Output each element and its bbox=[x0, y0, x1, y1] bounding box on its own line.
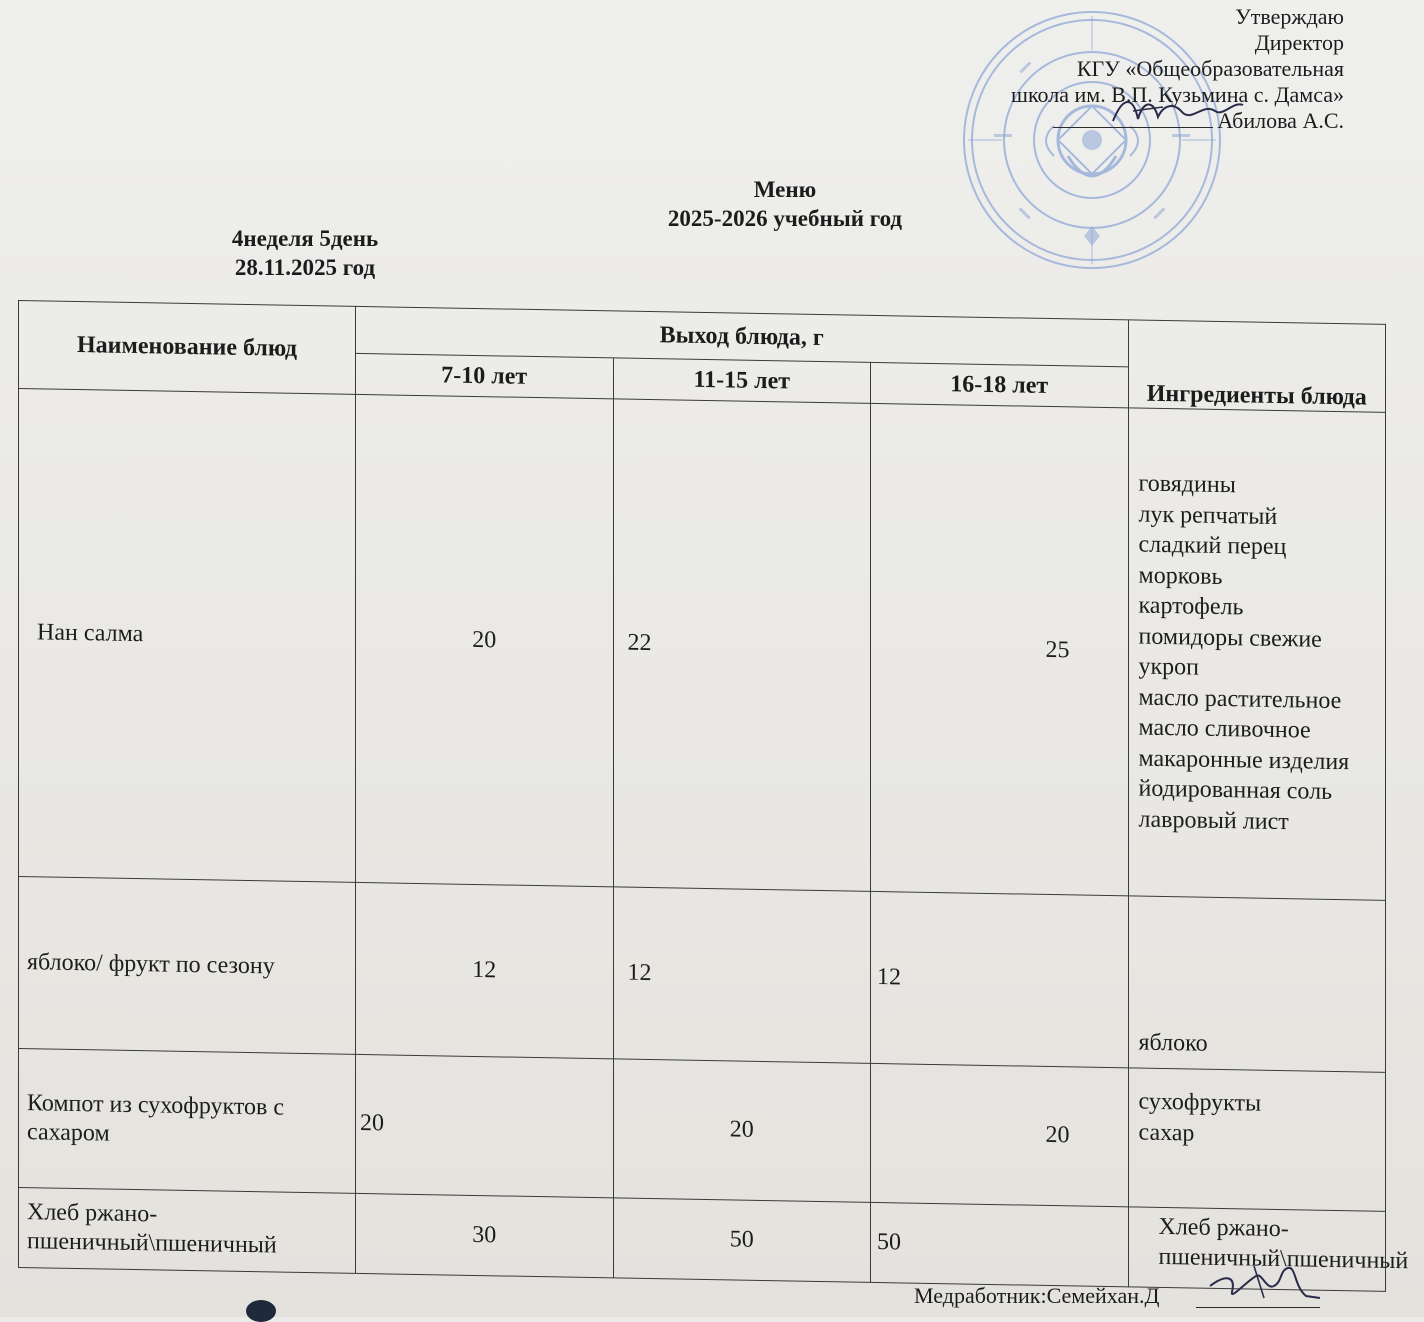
yield-16-18: 50 bbox=[871, 1202, 1129, 1287]
dish-name: Хлеб ржано-пшеничный\пшеничный bbox=[19, 1187, 356, 1273]
dish-name: Нан салма bbox=[19, 389, 356, 883]
ingredient-item: помидоры свежие bbox=[1138, 623, 1322, 653]
header-output: Выход блюда, г bbox=[356, 306, 1129, 366]
header-ingredients: Ингредиенты блюда bbox=[1128, 320, 1386, 412]
yield-7-10: 30 bbox=[356, 1193, 614, 1278]
table-row bbox=[19, 876, 1386, 1072]
school-year: 2025-2026 учебный год bbox=[667, 206, 903, 231]
ingredient-item: йодированная соль bbox=[1138, 775, 1333, 806]
yield-16-18: 20 bbox=[871, 1064, 1129, 1207]
yield-7-10: 20 bbox=[356, 1055, 614, 1198]
approval-organization-line1: КГУ «Общеобразовательная bbox=[1076, 56, 1344, 81]
header-age-16-18: 16-18 лет bbox=[871, 362, 1129, 407]
dish-name: яблоко/ фрукт по сезону bbox=[19, 876, 356, 1054]
ingredients-cell bbox=[1128, 1068, 1386, 1211]
director-name: Абилова А.С. bbox=[1217, 108, 1344, 133]
ingredient-item: Хлеб ржано-пшеничный\пшеничный bbox=[1158, 1213, 1409, 1275]
yield-11-15: 12 bbox=[613, 887, 871, 1064]
menu-table-wrapper bbox=[18, 300, 1409, 1292]
ingredients-list bbox=[1137, 1027, 1378, 1062]
ingredients-cell bbox=[1128, 896, 1386, 1073]
ingredient-item: яблоко bbox=[1138, 1029, 1208, 1057]
header-dish-name: Наименование блюд bbox=[19, 301, 356, 395]
table-row bbox=[19, 1049, 1386, 1211]
ingredient-item: лук репчатый bbox=[1138, 501, 1278, 530]
week-day-label: 4неделя 5день bbox=[231, 226, 379, 251]
ingredient-item: говядины bbox=[1138, 470, 1236, 499]
dish-name: Компот из сухофруктов с сахаром bbox=[19, 1049, 356, 1193]
ingredient-item: масло сливочное bbox=[1138, 714, 1311, 744]
ingredients-list bbox=[1137, 1087, 1378, 1152]
ink-spot bbox=[246, 1300, 276, 1322]
menu-date: 28.11.2025 год bbox=[234, 255, 376, 280]
director-signature-line bbox=[1053, 109, 1213, 128]
yield-7-10: 20 bbox=[356, 394, 614, 886]
approval-block bbox=[824, 4, 1344, 134]
ingredient-item: сахар bbox=[1138, 1119, 1195, 1147]
ingredient-item: укроп bbox=[1138, 653, 1200, 681]
approval-position: Директор bbox=[1254, 30, 1344, 55]
ingredient-item: сладкий перец bbox=[1138, 531, 1287, 561]
ingredient-item: сухофрукты bbox=[1138, 1088, 1262, 1117]
yield-11-15: 50 bbox=[613, 1198, 871, 1283]
ingredient-item: картофель bbox=[1138, 592, 1244, 621]
yield-16-18: 25 bbox=[871, 403, 1129, 895]
ingredient-item: лавровый лист bbox=[1138, 806, 1289, 836]
ingredient-item: макаронные изделия bbox=[1138, 745, 1350, 776]
yield-7-10: 12 bbox=[356, 882, 614, 1059]
approval-signature-row bbox=[824, 108, 1344, 134]
director-signature bbox=[1103, 91, 1253, 131]
ingredient-item: морковь bbox=[1138, 562, 1223, 590]
menu-title bbox=[600, 175, 970, 233]
header-age-11-15: 11-15 лет bbox=[613, 358, 871, 403]
medic-signature-label: Медработник:Семейхан.Д bbox=[914, 1283, 1160, 1308]
menu-period bbox=[180, 224, 430, 282]
medic-signature bbox=[1196, 1256, 1326, 1312]
table-row bbox=[19, 389, 1386, 901]
ingredients-list bbox=[1137, 469, 1378, 839]
ingredients-cell bbox=[1128, 408, 1386, 900]
yield-11-15: 20 bbox=[613, 1059, 871, 1202]
approval-organization-line2: школа им. В.П. Кузьмина с. Дамса» bbox=[1011, 82, 1344, 107]
menu-table bbox=[18, 300, 1409, 1292]
yield-11-15: 22 bbox=[613, 399, 871, 891]
ingredient-item: масло растительное bbox=[1138, 684, 1342, 714]
approval-word: Утверждаю bbox=[1235, 4, 1344, 29]
yield-16-18: 12 bbox=[871, 891, 1129, 1068]
menu-title-word: Меню bbox=[753, 177, 817, 202]
header-age-7-10: 7-10 лет bbox=[356, 353, 614, 398]
